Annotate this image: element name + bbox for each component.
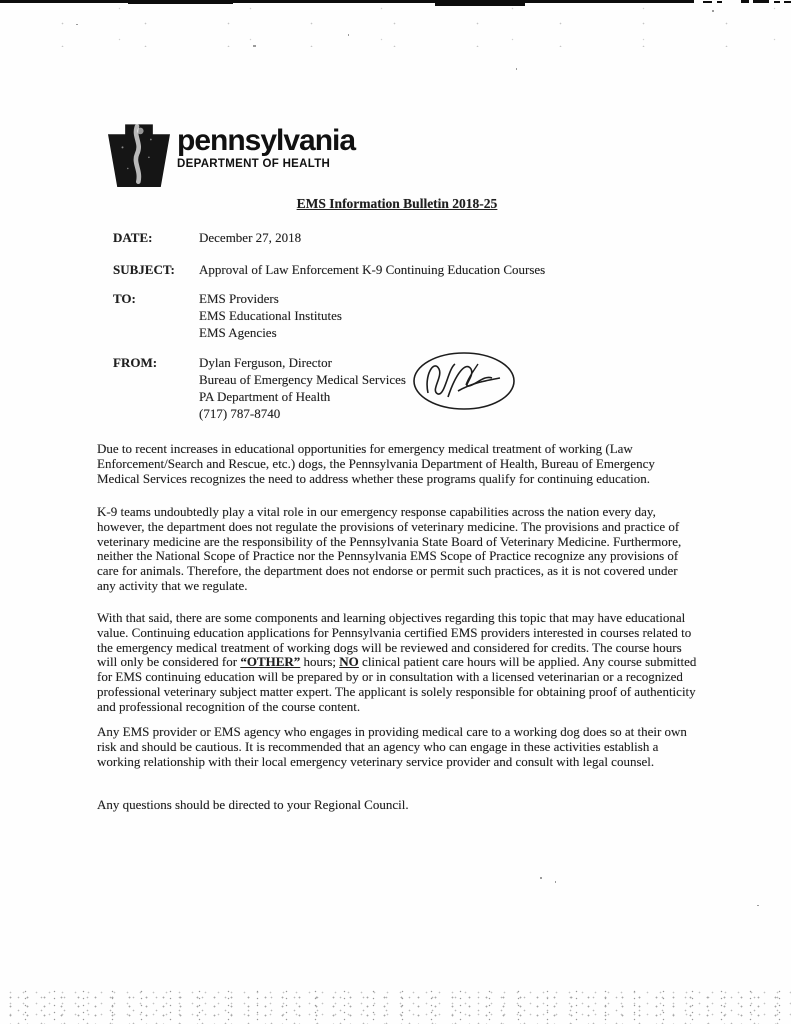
meta-value-to-line: EMS Providers — [199, 291, 279, 306]
body-paragraph-4: Any EMS provider or EMS agency who engages in providing medical care to a working dog does so at their own risk and should be cautious. It is recommended that an agency who can engage in these activities establish a working relationship with their local emergency veterinary service provider and consult with legal counsel. — [97, 724, 687, 769]
scan-noise-bottom — [0, 990, 791, 1024]
body-paragraph-1: Due to recent increases in educational opportunities for emergency medical treatment of working (Law Enforcement/Search and Rescue, etc.) dogs, the Pennsylvania Department of Health, Bureau of Emergency Medical Services recognizes the need to address whether these programs qualify for continuing education. — [97, 441, 655, 486]
meta-value-date: December 27, 2018 — [199, 230, 302, 245]
letterhead — [108, 120, 355, 188]
meta-value-from-line: PA Department of Health — [199, 389, 331, 404]
body-paragraph-5: Any questions should be directed to your Regional Council. — [97, 797, 409, 812]
meta-value-from-line: Dylan Ferguson, Director — [199, 355, 332, 370]
body-paragraph-2: K-9 teams undoubtedly play a vital role in our emergency response capabilities across the nation every day, however, the department does not regulate the provisions of veterinary medicine. The provisions and practice of veterinary medicine are the responsibility of the Pennsylvania State Board of Veterinary Medicine. Furthermore, neither the National Scope of Practice nor the Pennsylvania EMS Scope of Practice recognize any provisions of care for animals. Therefore, the department does not endorse or permit such practices, as it is not covered under any activity that we regulate. — [97, 504, 682, 593]
scan-speck — [516, 68, 517, 70]
meta-label-subject: SUBJECT: — [113, 262, 175, 277]
paragraph-3-text: clinical patient care hours will be applied. Any course submitted for EMS continuing education will be prepared by or in consultation with a licensed veterinarian or a recognized professional veterinary subject matter expert. The applicant is solely responsible for obtaining proof of authenticity and professional recognition of the course content. — [97, 654, 697, 714]
meta-label-date: DATE: — [113, 230, 153, 245]
scan-noise-top — [0, 7, 791, 47]
paragraph-3-text: hours; — [300, 654, 340, 670]
pa-keystone-logo — [108, 120, 170, 188]
bulletin-title: EMS Information Bulletin 2018-25 — [296, 196, 498, 211]
emphasis-other: “OTHER” — [240, 654, 301, 670]
scan-speck — [757, 905, 759, 906]
meta-value-to-line: EMS Agencies — [199, 325, 277, 340]
meta-label-to: TO: — [113, 291, 136, 306]
meta-label-from: FROM: — [113, 355, 158, 370]
meta-value-from-line: (717) 787-8740 — [199, 406, 281, 421]
scan-speck — [253, 45, 256, 47]
meta-value-subject: Approval of Law Enforcement K-9 Continuing Education Courses — [199, 262, 546, 277]
scan-speck — [712, 10, 714, 12]
body-paragraph-3 — [97, 611, 697, 715]
emphasis-no: NO — [339, 654, 359, 670]
scan-speck — [555, 881, 556, 883]
scan-speck — [76, 24, 78, 25]
meta-value-to-line: EMS Educational Institutes — [199, 308, 342, 323]
paragraph-3-text: With that said, there are some components and learning objectives regarding this topic that may have educational value. Continuing education applications for Pennsylvania certified EMS providers interested in courses related to the emergency medical treatment of working dogs will be reviewed and considered for credits. The course hours will only be considered for — [97, 610, 692, 670]
department-name: DEPARTMENT OF HEALTH — [177, 158, 331, 170]
meta-value-from-line: Bureau of Emergency Medical Services — [199, 372, 406, 387]
signature-scribble — [412, 349, 516, 411]
scan-speck — [540, 877, 542, 879]
scan-speck — [348, 34, 349, 36]
brand-name: pennsylvania — [177, 124, 356, 157]
